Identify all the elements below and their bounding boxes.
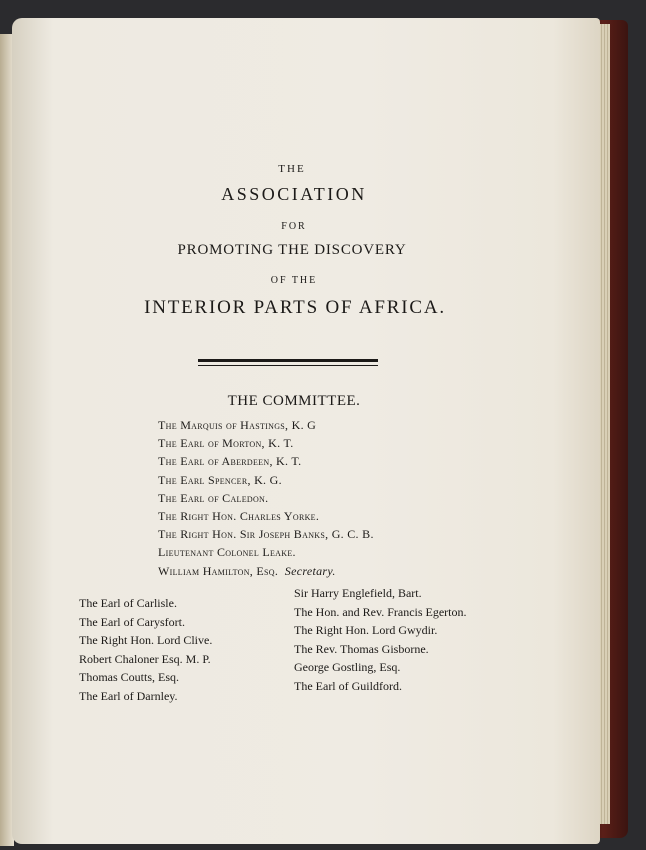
- committee-member: The Earl of Morton, K. T.: [158, 436, 294, 451]
- title-for: FOR: [281, 221, 307, 232]
- subscriber-name: The Right Hon. Lord Gwydir.: [294, 623, 438, 638]
- secretary-line: [158, 562, 374, 580]
- subscriber-name: The Earl of Darnley.: [79, 688, 178, 703]
- subscriber-name: The Rev. Thomas Gisborne.: [294, 641, 429, 656]
- committee-member: The Earl of Caledon.: [158, 490, 269, 505]
- subscriber-name: Sir Harry Englefield, Bart.: [294, 586, 422, 600]
- title-rule-thin: [198, 365, 378, 366]
- title-interior: INTERIOR PARTS OF AFRICA.: [144, 297, 446, 318]
- committee-member: The Earl of Aberdeen, K. T.: [158, 454, 302, 469]
- committee-list: [158, 416, 374, 580]
- subscribers-left-column: [79, 594, 212, 706]
- subscriber-name: Robert Chaloner Esq. M. P.: [79, 651, 211, 666]
- subscriber-name: The Hon. and Rev. Francis Egerton.: [294, 604, 467, 619]
- title-promoting: PROMOTING THE DISCOVERY: [177, 242, 407, 258]
- committee-member: The Right Hon. Charles Yorke.: [158, 509, 320, 524]
- subscribers-right-column: [294, 584, 467, 696]
- committee-member: The Marquis of Hastings, K. G: [158, 418, 317, 432]
- committee-heading: THE COMMITTEE.: [227, 393, 361, 409]
- title-rule-thick: [198, 359, 378, 362]
- title-the: THE: [278, 163, 306, 175]
- subscriber-name: George Gostling, Esq.: [294, 660, 401, 675]
- committee-member: Lieutenant Colonel Leake.: [158, 545, 296, 560]
- subscriber-name: The Earl of Guildford.: [294, 678, 402, 693]
- subscriber-name: Thomas Coutts, Esq.: [79, 670, 180, 685]
- subscriber-name: The Earl of Carysfort.: [79, 614, 185, 629]
- book-page: [12, 18, 600, 844]
- committee-member: The Earl Spencer, K. G.: [158, 472, 282, 487]
- title-of-the: OF THE: [270, 275, 318, 286]
- subscriber-name: The Earl of Carlisle.: [79, 596, 177, 610]
- secretary-name: William Hamilton, Esq.: [158, 563, 279, 578]
- subscriber-name: The Right Hon. Lord Clive.: [79, 633, 213, 648]
- title-association: ASSOCIATION: [221, 184, 367, 204]
- secretary-title: Secretary.: [284, 563, 336, 578]
- committee-member: The Right Hon. Sir Joseph Banks, G. C. B.: [158, 527, 374, 542]
